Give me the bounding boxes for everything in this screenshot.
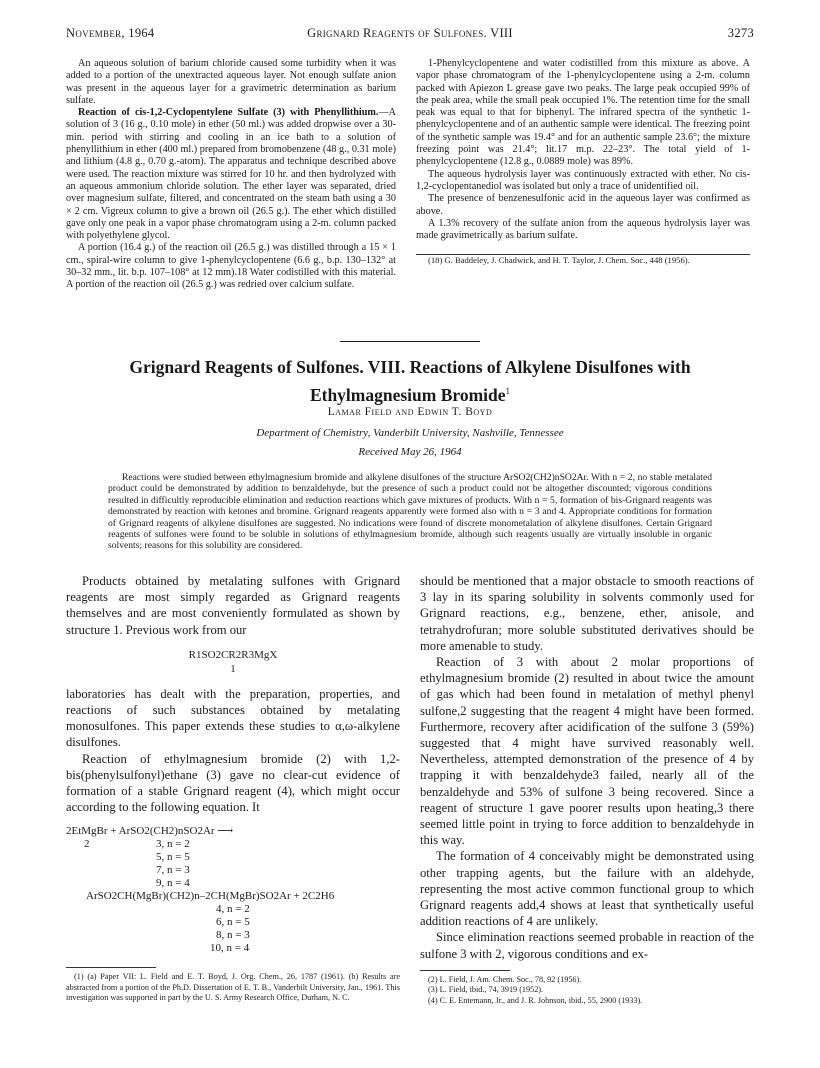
top-left-column: [66, 58, 396, 292]
paragraph: laboratories has dealt with the preparation, properties, and reactions of such substances obtained by metalating monosulfones. This paper extends these studies to α,ω-alkylene disulfones.: [66, 686, 400, 750]
article-divider: [340, 341, 480, 342]
footnotes: [66, 972, 400, 1003]
equation-label: 6, n = 5: [216, 916, 250, 929]
equation-label: 3, n = 2: [156, 838, 190, 851]
equation-label: 9, n = 4: [156, 877, 190, 890]
header-title: Grignard Reagents of Sulfones. VIII: [307, 26, 513, 40]
running-head: [66, 26, 754, 44]
paragraph: The presence of benzenesulfonic acid in the aqueous layer was confirmed as above.: [416, 193, 750, 217]
page-number: 3273: [727, 26, 754, 40]
paragraph: A portion (16.4 g.) of the reaction oil (26.5 g.) was distilled through a 15 × 1 cm., spiral-wire column to give 1-phenylcyclopentene (6.6 g., b.p. 130–132° at 30–32 mm., lit. b.p. 107–108° at 12 mm).18 Water codistilled with this material. A portion of the reaction oil (26.5 g.) was redried over calcium sulfate.: [66, 242, 396, 291]
footnote-divider: [420, 970, 510, 971]
paragraph: The aqueous hydrolysis layer was continuously extracted with ether. No cis-1,2-cyclopentanediol was isolated but only a trace of unidentified oil.: [416, 168, 750, 192]
footnote-divider: [66, 967, 156, 968]
equation-line-2: ArSO2CH(MgBr)(CH2)n–2CH(MgBr)SO2Ar + 2C2H6: [86, 890, 335, 903]
article-title: [66, 355, 754, 407]
equation-label: 7, n = 3: [156, 864, 190, 877]
footnote: (2) L. Field, J. Am. Chem. Soc., 78, 92 (1956).: [428, 974, 582, 984]
title-line-1: Grignard Reagents of Sulfones. VIII. Reactions of Alkylene Disulfones with: [129, 357, 691, 377]
main-left-column: [66, 573, 400, 1004]
structure-number: 1: [230, 662, 236, 675]
header-date: November, 1964: [66, 26, 155, 40]
received-date: Received May 26, 1964: [358, 446, 462, 458]
paragraph-body: —A solution of 3 (16 g., 0.10 mole) in ether (50 ml.) was added dropwise over a 30-min. period with stirring and cooling in an ice bath to a solution of phenyllithium in ether (400 ml.) prepared from bromobenzene (48 g., 0.31 mole) and lithium (4.8 g., 0.70 g.-atom). The apparatus and technique described above were used. The reaction mixture was stirred for 10 hr. and then hydrolyzed with an aqueous ammonium chloride solution. The ether layer was separated, dried over magnesium sulfate, filtered, and concentrated on the steam bath using a 30 × 2 cm. Vigreux column to give a brown oil (26.5 g.). The ether which distilled gave only one peak in a vapor phase chromatogram using a 2-m. column packed with polyethylene glycol.: [66, 107, 396, 242]
footnote: (3) L. Field, ibid., 74, 3919 (1952).: [428, 985, 544, 995]
paragraph: Reaction of 3 with about 2 molar proportions of ethylmagnesium bromide (2) resulted in about twice the amount of gas which had been found in metalation of methyl phenyl sulfone,2 suggesting that the reagent 4 might have been formed. Furthermore, recovery after acidification of the sulfone 3 (59%) suggested that 4 might have survived reasonably well. Nevertheless, attempted demonstration of the presence of 4 by trapping it with benzaldehyde3 failed, nearly all of the benzaldehyde and 53% of sulfone 3 being recovered. Since a reagent of structure 1 gave poorer results upon heating,3 there seemed little point in trying to force addition to benzaldehyde in this way.: [420, 655, 754, 848]
main-right-column: [420, 573, 754, 1006]
equation-label: 10, n = 4: [210, 942, 250, 955]
paragraph: 1-Phenylcyclopentene and water codistilled from this mixture as above. A vapor phase chromatogram of the 1-phenylcyclopentene using a 2-m. column packed with Apiezon L grease gave two peaks. The large peak occupied 99% of the peak area, while the small peak occupied 1%. The retention time for the small peak was equal to that for biphenyl. The infrared spectra of the synthetic 1-phenylcyclopentene and of an authentic sample were identical. The freezing point of the synthetic sample was 19.4° and for an authentic sample 23.6°; the mixture freezing point was 21.4°; lit.17 m.p. 22–23°. The total yield of 1-phenylcyclopentene (12.8 g., 0.0889 mole) was 89%.: [416, 58, 750, 168]
title-footnote-marker: 1: [505, 386, 511, 396]
paragraph: The formation of 4 conceivably might be demonstrated using other trapping agents, but the failure with an aldehyde, representing the most active common functional group to which Grignard reagents add,4 shows at least that synthetically useful addition reactions of 4 are unlikely.: [420, 849, 754, 929]
abstract: Reactions were studied between ethylmagnesium bromide and alkylene disulfones of the structure ArSO2(CH2)nSO2Ar. With n = 2, no stable metalated product could be demonstrated by addition to benzaldehyde, but the presence of such a product could not be altogether discounted; vigorous conditions resulted in difficultly reproducible elimination and reduction reactions which gave mixtures of products. With n = 5, formation of bis-Grignard reagents was demonstrated by reaction with ketones and bromine. Grignard reagents apparently were formed also with n = 3 and 4. Appropriate conditions for formation of Grignard reagents of alkylene disulfones are suggested. No indications were found of discrete monometalation of alkylene disulfones. Certain Grignard reagents of sulfones were found to be soluble in solutions of ethylmagnesium bromide, although such reagents usually are virtually insoluble in organic solvents; reasons for this solubility are considered.: [108, 472, 712, 552]
footnote: (4) C. E. Entemann, Jr., and J. R. Johnson, ibid., 55, 2900 (1933).: [428, 995, 643, 1005]
top-right-column: [416, 58, 750, 266]
paragraph: [66, 107, 396, 242]
paragraph: Since elimination reactions seemed probable in reaction of the sulfone 3 with 2, vigorous conditions and ex-: [420, 930, 754, 961]
equation-line-1: 2EtMgBr + ArSO2(CH2)nSO2Ar ⟶: [66, 825, 234, 838]
reaction-equation: [66, 825, 400, 955]
paragraph: should be mentioned that a major obstacle to smooth reactions of 3 lay in its sparing solubility in solvents commonly used for Grignard reactions, e.g., benzene, ether, anisole, and tetrahydrofuran; more soluble substituted derivatives should be more amenable to study.: [420, 574, 754, 653]
department: Department of Chemistry, Vanderbilt University, Nashville, Tennessee: [256, 427, 564, 439]
structure-1: [66, 648, 400, 676]
paragraph: A 1.3% recovery of the sulfate anion from the aqueous hydrolysis layer was made gravimetrically as barium sulfate.: [416, 217, 750, 242]
authors: Lamar Field and Edwin T. Boyd: [327, 406, 493, 418]
paragraph: Products obtained by metalating sulfones with Grignard reagents are most simply regarded as Grignard reagents themselves and are most conveniently formulated as shown by structure 1. Previous work from our: [66, 574, 400, 637]
equation-label: 8, n = 3: [216, 929, 250, 942]
section-heading: Reaction of cis-1,2-Cyclopentylene Sulfate (3) with Phenyllithium.: [78, 107, 379, 119]
title-line-2: [66, 379, 754, 407]
footnote: (1) (a) Paper VII: L. Field and E. T. Boyd, J. Org. Chem., 26, 1787 (1961). (b) Results are abstracted from a portion of the Ph.D. Dissertation of E. T. B., Vanderbilt University, Jan., 1961. This investigation was supported in part by the U. S. Army Research Office, Durham, N. C.: [66, 972, 400, 1003]
equation-label: 5, n = 5: [156, 851, 190, 864]
paragraph: Reaction of ethylmagnesium bromide (2) with 1,2-bis(phenylsulfonyl)ethane (3) gave no clear-cut evidence of formation of a stable Grignard reagent (4), which might occur according to the following equation. It: [66, 751, 400, 815]
footnote: (18) G. Baddeley, J. Chadwick, and H. T. Taylor, J. Chem. Soc., 448 (1956).: [428, 255, 690, 266]
structure-formula: R1SO2CR2R3MgX: [188, 648, 278, 661]
footnotes: [420, 975, 754, 1006]
equation-label: 2: [84, 838, 90, 851]
title-line-2-text: Ethylmagnesium Bromide: [309, 384, 506, 405]
equation-label: 4, n = 2: [216, 903, 250, 916]
paragraph: An aqueous solution of barium chloride caused some turbidity when it was added to a portion of the unextracted aqueous layer. Not enough sulfate anion was present in the aqueous layer for a gravimetric determination as barium sulfate.: [66, 58, 396, 106]
